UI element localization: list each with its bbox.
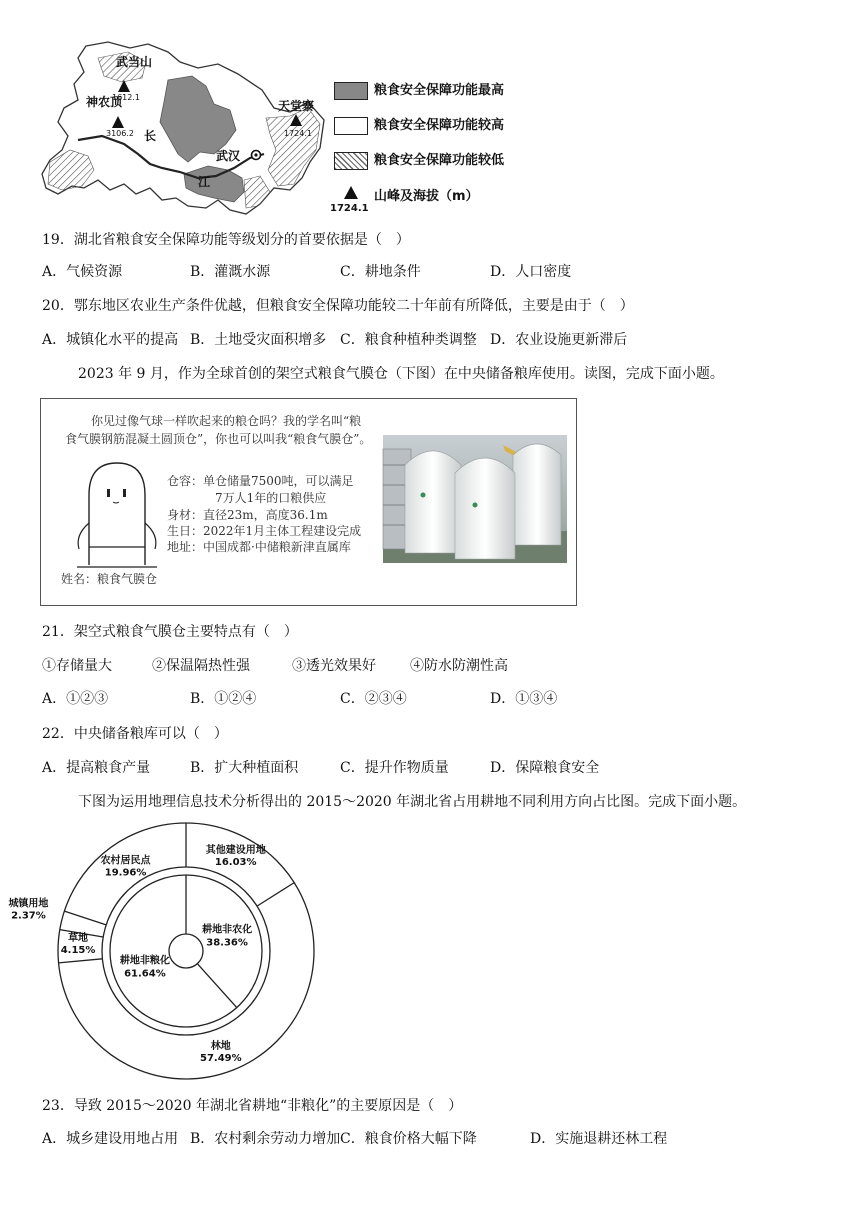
peak-name-tiantang: 天堂寨 [278, 99, 315, 113]
mascot-name: 姓名：粮食气膜仓 [61, 572, 158, 586]
legend-swatch-lower [334, 152, 368, 170]
inner-label-value-0: 38.36% [206, 937, 248, 949]
peak-name-shennong: 神农顶 [86, 95, 123, 109]
q23-option-a[interactable]: A．城乡建设用地占用 [42, 1131, 179, 1147]
q19-option-c[interactable]: C．耕地条件 [340, 264, 421, 280]
legend-label-higher: 粮食安全保障功能较高 [374, 118, 505, 133]
info-capacity-2: 7万人1年的口粮供应 [215, 491, 327, 505]
q20-option-b[interactable]: B．土地受灾面积增多 [190, 332, 327, 348]
peak-elev-shennong: 3106.2 [106, 129, 134, 138]
river-char-1: 长 [144, 129, 157, 143]
outer-label-value-1: 57.49% [199, 1053, 242, 1065]
q21-feature-2: ②保温隔热性强 [152, 658, 250, 674]
speech-line-1: 你见过像气球一样吹起来的粮仓吗？我的学名叫“粮 [91, 414, 362, 428]
legend-swatch-highest [334, 82, 368, 100]
q22-option-a[interactable]: A．提高粮食产量 [42, 760, 151, 776]
q21-feature-1: ①存储量大 [42, 658, 112, 674]
land-use-chart-svg [8, 818, 336, 1088]
inner-label-name-1: 耕地非粮化 [119, 955, 170, 967]
q21-option-c[interactable]: C．②③④ [340, 691, 407, 707]
peak-name-wudang: 武当山 [116, 55, 153, 69]
map-legend [330, 82, 544, 214]
silo-mascot [67, 455, 167, 575]
outer-label-name-2: 草地 [68, 933, 89, 945]
q21-option-d[interactable]: D．①③④ [490, 691, 558, 707]
legend-peak-sample: 1724.1 [330, 203, 369, 214]
info-size: 身材：直径23m，高度36.1m [167, 508, 328, 522]
silo-figure [40, 398, 577, 606]
intro-paragraph-2: 2023 年 9 月，作为全球首创的架空式粮食气膜仓（下图）在中央储备粮库使用。读图，完成下面小题。 [78, 366, 724, 382]
legend-peak-icon [344, 186, 358, 200]
land-use-chart [8, 818, 336, 1088]
q20-option-c[interactable]: C．粮食种植种类调整 [340, 332, 477, 348]
center-hole [169, 934, 203, 968]
q20-option-d[interactable]: D．农业设施更新滞后 [490, 332, 628, 348]
q21-option-a[interactable]: A．①②③ [42, 691, 109, 707]
legend-label-peak: 山峰及海拔（m） [374, 189, 479, 204]
q23-option-b[interactable]: B．农村剩余劳动力增加 [190, 1131, 341, 1147]
info-address: 地址：中国成都·中储粮新津直属库 [167, 540, 351, 554]
q21-stem: 21．架空式粮食气膜仓主要特点有（ ） [42, 624, 298, 640]
q20-option-a[interactable]: A．城镇化水平的提高 [42, 332, 179, 348]
q19-option-d[interactable]: D．人口密度 [490, 264, 572, 280]
silo-photo [383, 435, 567, 563]
info-capacity: 仓容：单仓储量7500吨，可以满足 [167, 474, 354, 488]
q22-option-d[interactable]: D．保障粮食安全 [490, 760, 600, 776]
outer-label-value-3: 2.37% [11, 910, 46, 922]
q20-stem: 20．鄂东地区农业生产条件优越，但粮食安全保障功能较二十年前有所降低，主要是由于（ ） [42, 298, 634, 314]
hubei-map-svg [38, 38, 338, 220]
legend-label-lower: 粮食安全保障功能较低 [374, 153, 505, 168]
peak-elev-wudang: 1612.1 [112, 93, 140, 102]
inner-label-value-1: 61.64% [124, 968, 166, 980]
q22-option-c[interactable]: C．提升作物质量 [340, 760, 449, 776]
q19-option-b[interactable]: B．灌溉水源 [190, 264, 271, 280]
city-name-wuhan: 武汉 [216, 149, 241, 163]
outer-label-name-4: 农村居民点 [100, 855, 151, 867]
q23-stem: 23．导致 2015～2020 年湖北省耕地“非粮化”的主要原因是（ ） [42, 1098, 463, 1114]
peak-elev-tiantang: 1724.1 [284, 129, 312, 138]
q19-stem: 19．湖北省粮食安全保障功能等级划分的首要依据是（ ） [42, 232, 410, 248]
q21-feature-4: ④防水防潮性高 [410, 658, 508, 674]
q21-feature-3: ③透光效果好 [292, 658, 376, 674]
q23-option-c[interactable]: C．粮食价格大幅下降 [340, 1131, 477, 1147]
river-char-2: 江 [198, 175, 211, 189]
q22-stem: 22．中央储备粮库可以（ ） [42, 726, 228, 742]
speech-line-2: 食气膜钢筋混凝土圆顶仓”，你也可以叫我“粮食气膜仓”。 [65, 432, 372, 446]
inner-label-name-0: 耕地非农化 [202, 924, 253, 936]
outer-label-value-2: 4.15% [60, 945, 96, 957]
legend-swatch-higher [334, 117, 368, 135]
outer-label-name-0: 其他建设用地 [205, 844, 266, 856]
intro-paragraph-3: 下图为运用地理信息技术分析得出的 2015～2020 年湖北省占用耕地不同利用方向占比图。完成下面小题。 [78, 794, 747, 810]
q22-option-b[interactable]: B．扩大种植面积 [190, 760, 299, 776]
legend-label-highest: 粮食安全保障功能最高 [374, 83, 505, 98]
outer-label-name-3: 城镇用地 [8, 898, 49, 910]
outer-label-value-0: 16.03% [214, 856, 257, 868]
q21-option-b[interactable]: B．①②④ [190, 691, 257, 707]
info-birthday: 生日：2022年1月主体工程建设完成 [167, 524, 362, 538]
q19-option-a[interactable]: A．气候资源 [42, 264, 123, 280]
hubei-map [38, 38, 338, 220]
outer-label-value-4: 19.96% [104, 867, 147, 879]
q23-option-d[interactable]: D．实施退耕还林工程 [530, 1131, 668, 1147]
outer-label-name-1: 林地 [210, 1041, 231, 1053]
